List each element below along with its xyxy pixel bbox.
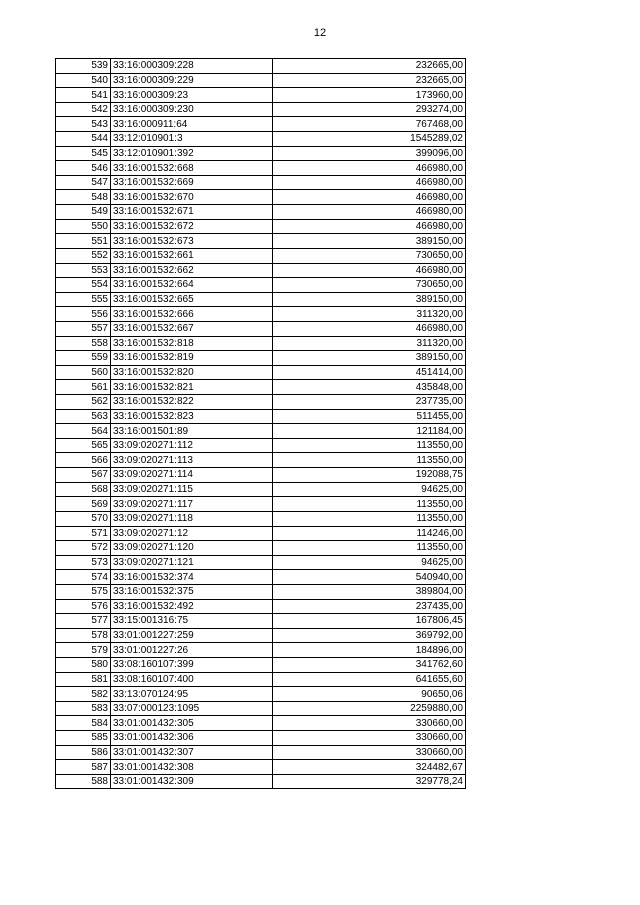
value-cell: 237435,00 (273, 599, 466, 614)
row-number-cell: 587 (56, 760, 111, 775)
cadastral-number-cell: 33:01:001432:308 (111, 760, 273, 775)
value-cell: 113550,00 (273, 438, 466, 453)
row-number-cell: 565 (56, 438, 111, 453)
value-cell: 113550,00 (273, 541, 466, 556)
row-number-cell: 553 (56, 263, 111, 278)
value-cell: 451414,00 (273, 365, 466, 380)
row-number-cell: 549 (56, 205, 111, 220)
cadastral-number-cell: 33:09:020271:121 (111, 555, 273, 570)
row-number-cell: 575 (56, 584, 111, 599)
row-number-cell: 582 (56, 687, 111, 702)
value-cell: 329778,24 (273, 774, 466, 789)
row-number-cell: 554 (56, 278, 111, 293)
registry-table (55, 58, 466, 789)
table-row (56, 497, 466, 512)
cadastral-number-cell: 33:16:001532:374 (111, 570, 273, 585)
cadastral-number-cell: 33:09:020271:112 (111, 438, 273, 453)
table-row (56, 351, 466, 366)
table-row (56, 657, 466, 672)
cadastral-number-cell: 33:16:001532:667 (111, 321, 273, 336)
cadastral-number-cell: 33:01:001227:259 (111, 628, 273, 643)
table-row (56, 205, 466, 220)
value-cell: 466980,00 (273, 321, 466, 336)
cadastral-number-cell: 33:01:001432:309 (111, 774, 273, 789)
row-number-cell: 577 (56, 614, 111, 629)
cadastral-number-cell: 33:16:001532:820 (111, 365, 273, 380)
value-cell: 466980,00 (273, 161, 466, 176)
table-row (56, 395, 466, 410)
value-cell: 113550,00 (273, 453, 466, 468)
table-row (56, 584, 466, 599)
table-row (56, 102, 466, 117)
cadastral-number-cell: 33:08:160107:400 (111, 672, 273, 687)
table-row (56, 409, 466, 424)
table-row (56, 628, 466, 643)
table-row (56, 190, 466, 205)
cadastral-number-cell: 33:16:001532:669 (111, 175, 273, 190)
value-cell: 90650,06 (273, 687, 466, 702)
table-row (56, 73, 466, 88)
value-cell: 330660,00 (273, 716, 466, 731)
value-cell: 94625,00 (273, 482, 466, 497)
row-number-cell: 552 (56, 248, 111, 263)
cadastral-number-cell: 33:16:000911:64 (111, 117, 273, 132)
cadastral-number-cell: 33:09:020271:12 (111, 526, 273, 541)
row-number-cell: 541 (56, 88, 111, 103)
value-cell: 232665,00 (273, 59, 466, 74)
table-row (56, 321, 466, 336)
row-number-cell: 584 (56, 716, 111, 731)
table-row (56, 292, 466, 307)
row-number-cell: 539 (56, 59, 111, 74)
cadastral-number-cell: 33:16:000309:23 (111, 88, 273, 103)
row-number-cell: 573 (56, 555, 111, 570)
value-cell: 113550,00 (273, 511, 466, 526)
row-number-cell: 578 (56, 628, 111, 643)
registry-table-body (56, 59, 466, 789)
cadastral-number-cell: 33:16:001532:673 (111, 234, 273, 249)
value-cell: 330660,00 (273, 731, 466, 746)
row-number-cell: 555 (56, 292, 111, 307)
cadastral-number-cell: 33:16:001532:662 (111, 263, 273, 278)
row-number-cell: 579 (56, 643, 111, 658)
value-cell: 232665,00 (273, 73, 466, 88)
cadastral-number-cell: 33:16:001532:670 (111, 190, 273, 205)
row-number-cell: 542 (56, 102, 111, 117)
row-number-cell: 550 (56, 219, 111, 234)
row-number-cell: 551 (56, 234, 111, 249)
cadastral-number-cell: 33:16:000309:230 (111, 102, 273, 117)
row-number-cell: 558 (56, 336, 111, 351)
value-cell: 466980,00 (273, 190, 466, 205)
cadastral-number-cell: 33:09:020271:114 (111, 468, 273, 483)
cadastral-number-cell: 33:01:001432:305 (111, 716, 273, 731)
table-row (56, 219, 466, 234)
row-number-cell: 548 (56, 190, 111, 205)
value-cell: 730650,00 (273, 278, 466, 293)
cadastral-number-cell: 33:16:001532:492 (111, 599, 273, 614)
value-cell: 389150,00 (273, 234, 466, 249)
cadastral-number-cell: 33:16:001532:666 (111, 307, 273, 322)
table-row (56, 614, 466, 629)
value-cell: 389150,00 (273, 351, 466, 366)
cadastral-number-cell: 33:12:010901:392 (111, 146, 273, 161)
table-row (56, 424, 466, 439)
cadastral-number-cell: 33:01:001432:306 (111, 731, 273, 746)
value-cell: 730650,00 (273, 248, 466, 263)
cadastral-number-cell: 33:01:001227:26 (111, 643, 273, 658)
table-row (56, 248, 466, 263)
cadastral-number-cell: 33:09:020271:113 (111, 453, 273, 468)
table-row (56, 643, 466, 658)
value-cell: 389150,00 (273, 292, 466, 307)
value-cell: 466980,00 (273, 263, 466, 278)
value-cell: 466980,00 (273, 219, 466, 234)
value-cell: 466980,00 (273, 175, 466, 190)
value-cell: 114246,00 (273, 526, 466, 541)
table-row (56, 380, 466, 395)
row-number-cell: 545 (56, 146, 111, 161)
row-number-cell: 583 (56, 701, 111, 716)
table-row (56, 511, 466, 526)
row-number-cell: 544 (56, 132, 111, 147)
row-number-cell: 574 (56, 570, 111, 585)
table-row (56, 687, 466, 702)
cadastral-number-cell: 33:15:001316:75 (111, 614, 273, 629)
cadastral-number-cell: 33:16:000309:228 (111, 59, 273, 74)
cadastral-number-cell: 33:13:070124:95 (111, 687, 273, 702)
cadastral-number-cell: 33:07:000123:1095 (111, 701, 273, 716)
table-row (56, 234, 466, 249)
row-number-cell: 547 (56, 175, 111, 190)
row-number-cell: 564 (56, 424, 111, 439)
value-cell: 369792,00 (273, 628, 466, 643)
cadastral-number-cell: 33:08:160107:399 (111, 657, 273, 672)
table-row (56, 731, 466, 746)
table-row (56, 526, 466, 541)
value-cell: 311320,00 (273, 336, 466, 351)
value-cell: 237735,00 (273, 395, 466, 410)
cadastral-number-cell: 33:16:001532:672 (111, 219, 273, 234)
row-number-cell: 566 (56, 453, 111, 468)
value-cell: 466980,00 (273, 205, 466, 220)
value-cell: 1545289,02 (273, 132, 466, 147)
row-number-cell: 546 (56, 161, 111, 176)
table-row (56, 482, 466, 497)
value-cell: 330660,00 (273, 745, 466, 760)
cadastral-number-cell: 33:16:000309:229 (111, 73, 273, 88)
cadastral-number-cell: 33:09:020271:115 (111, 482, 273, 497)
row-number-cell: 588 (56, 774, 111, 789)
table-row (56, 132, 466, 147)
table-row (56, 716, 466, 731)
row-number-cell: 576 (56, 599, 111, 614)
row-number-cell: 559 (56, 351, 111, 366)
value-cell: 641655,60 (273, 672, 466, 687)
table-row (56, 336, 466, 351)
cadastral-number-cell: 33:16:001501:89 (111, 424, 273, 439)
row-number-cell: 569 (56, 497, 111, 512)
row-number-cell: 540 (56, 73, 111, 88)
table-row (56, 745, 466, 760)
cadastral-number-cell: 33:16:001532:822 (111, 395, 273, 410)
cadastral-number-cell: 33:16:001532:668 (111, 161, 273, 176)
value-cell: 324482,67 (273, 760, 466, 775)
table-row (56, 59, 466, 74)
table-row (56, 774, 466, 789)
table-row (56, 307, 466, 322)
table-row (56, 438, 466, 453)
cadastral-number-cell: 33:16:001532:665 (111, 292, 273, 307)
table-row (56, 570, 466, 585)
cadastral-number-cell: 33:16:001532:671 (111, 205, 273, 220)
value-cell: 121184,00 (273, 424, 466, 439)
table-row (56, 161, 466, 176)
row-number-cell: 562 (56, 395, 111, 410)
row-number-cell: 560 (56, 365, 111, 380)
table-row (56, 541, 466, 556)
value-cell: 341762,60 (273, 657, 466, 672)
row-number-cell: 556 (56, 307, 111, 322)
cadastral-number-cell: 33:09:020271:118 (111, 511, 273, 526)
table-row (56, 175, 466, 190)
row-number-cell: 570 (56, 511, 111, 526)
value-cell: 435848,00 (273, 380, 466, 395)
table-row (56, 555, 466, 570)
row-number-cell: 571 (56, 526, 111, 541)
row-number-cell: 572 (56, 541, 111, 556)
table-row (56, 701, 466, 716)
page-number: 12 (313, 27, 327, 39)
table-row (56, 278, 466, 293)
row-number-cell: 585 (56, 731, 111, 746)
cadastral-number-cell: 33:12:010901:3 (111, 132, 273, 147)
value-cell: 113550,00 (273, 497, 466, 512)
row-number-cell: 557 (56, 321, 111, 336)
cadastral-number-cell: 33:01:001432:307 (111, 745, 273, 760)
cadastral-number-cell: 33:16:001532:664 (111, 278, 273, 293)
table-row (56, 146, 466, 161)
cadastral-number-cell: 33:16:001532:821 (111, 380, 273, 395)
cadastral-number-cell: 33:16:001532:819 (111, 351, 273, 366)
table-row (56, 88, 466, 103)
cadastral-number-cell: 33:16:001532:823 (111, 409, 273, 424)
cadastral-number-cell: 33:16:001532:661 (111, 248, 273, 263)
row-number-cell: 543 (56, 117, 111, 132)
table-row (56, 365, 466, 380)
value-cell: 184896,00 (273, 643, 466, 658)
row-number-cell: 568 (56, 482, 111, 497)
value-cell: 767468,00 (273, 117, 466, 132)
value-cell: 173960,00 (273, 88, 466, 103)
value-cell: 540940,00 (273, 570, 466, 585)
table-row (56, 263, 466, 278)
value-cell: 311320,00 (273, 307, 466, 322)
table-row (56, 453, 466, 468)
value-cell: 167806,45 (273, 614, 466, 629)
cadastral-number-cell: 33:09:020271:120 (111, 541, 273, 556)
cadastral-number-cell: 33:16:001532:818 (111, 336, 273, 351)
value-cell: 192088,75 (273, 468, 466, 483)
cadastral-number-cell: 33:16:001532:375 (111, 584, 273, 599)
table-row (56, 672, 466, 687)
value-cell: 511455,00 (273, 409, 466, 424)
row-number-cell: 580 (56, 657, 111, 672)
row-number-cell: 586 (56, 745, 111, 760)
row-number-cell: 567 (56, 468, 111, 483)
cadastral-number-cell: 33:09:020271:117 (111, 497, 273, 512)
value-cell: 2259880,00 (273, 701, 466, 716)
value-cell: 389804,00 (273, 584, 466, 599)
row-number-cell: 581 (56, 672, 111, 687)
table-row (56, 468, 466, 483)
value-cell: 399096,00 (273, 146, 466, 161)
table-row (56, 117, 466, 132)
table-row (56, 760, 466, 775)
row-number-cell: 563 (56, 409, 111, 424)
table-row (56, 599, 466, 614)
row-number-cell: 561 (56, 380, 111, 395)
value-cell: 293274,00 (273, 102, 466, 117)
value-cell: 94625,00 (273, 555, 466, 570)
